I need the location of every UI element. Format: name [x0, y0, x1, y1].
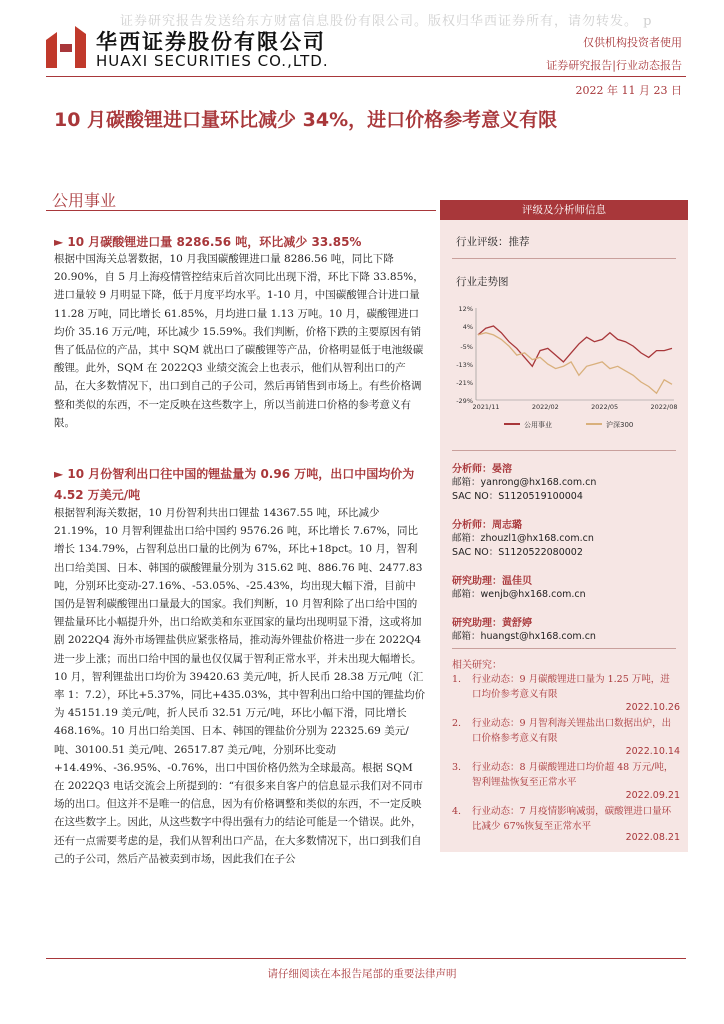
related-item[interactable] — [452, 672, 680, 702]
header-divider — [46, 76, 686, 77]
sidebar-divider — [452, 258, 676, 259]
analyst-1-email: 邮箱：yanrong@hx168.com.cn — [452, 477, 597, 488]
related-item[interactable] — [452, 760, 680, 790]
x-tick-label: 2022/02 — [531, 403, 559, 411]
related-item-date: 2022.10.14 — [625, 746, 680, 757]
related-item[interactable] — [452, 716, 680, 746]
related-item-text: 行业动态：7 月疫情影响减弱，碳酸锂进口量环比减少 67%恢复至正常水平 — [472, 806, 672, 832]
report-title: 10 月碳酸锂进口量环比减少 34%，进口价格参考意义有限 — [54, 109, 558, 131]
y-tick-label: -13% — [456, 361, 473, 370]
huaxi-logo — [46, 26, 86, 68]
related-item-date: 2022.09.21 — [625, 790, 680, 801]
section-2-body: 根据智利海关数据，10 月份智利共出口锂盐 14367.55 吨，环比减少 21.19%，10 月智利锂盐出口给中国约 9576.26 吨，环比增长 7.67%，同比增长 134.79%，占智利总出口量的比例为 67%，环比+18pct。10 月，智利出口给美国、日本、韩国的碳酸锂量分别为 315.62 吨、886.76 吨、2477.83 吨，分别环比变动-27.16%、-53.05%、-25.43%，均出现大幅下滑，目前中国仍是智利碳酸锂出口量最大的国家。我们判断，10 月智利除了出口给中国的锂盐量环比小幅提升外，出口给欧美和东亚国家的量均出现明显下滑，这或将加剧 2022Q4 海外市场锂盐供应紧张格局，推动海外锂盐价格进一步在 2022Q4 进一步上涨；而出口给中国的量也仅仅属于智利正常水平，并未出现大幅增长。10 月，智利锂盐出口均价为 39420.63 美元/吨，折人民币 28.38 万元/吨（汇率 1：7.2），环比+5.37%，同比+435.03%，其中智利出口给中国的锂盐均价为 45151.19 美元/吨，折人民币 32.51 万元/吨，环比小幅下滑，同比增长 468.16%。10 月出口给美国、日本、韩国的锂盐价分别为 22325.69 美元/吨、30100.51 美元/吨、26517.87 美元/吨，分别环比变动+14.49%、-36.95%、-0.76%，出口中国价格仍然为全球最高。根据 SQM 在 2022Q3 电话交流会上所提到的：“有很多来自客户的信息显示我们对不同市场的出口。但这并不是唯一的信息，因为有价格调整和类似的东西，不一定反映在这些数字上。因此，从这些数字中得出强有力的结论可能是一个错误。此外，还有一点需要考虑的是，我们从智利出口产品，在大多数情况下，出口到我们自己的子公司，然后产品被卖到市场，因此我们在子公 — [54, 507, 426, 865]
watermark: 证券研究报告发送给东方财富信息股份有限公司。版权归华西证券所有，请勿转发。 p — [120, 14, 653, 29]
analyst-2-name: 分析师：周志璐 — [452, 520, 522, 531]
sidebar-divider-3 — [452, 648, 676, 649]
series-line-csi300 — [478, 333, 672, 394]
y-tick-label: -29% — [456, 397, 473, 405]
report-date: 2022 年 11 月 23 日 — [575, 84, 682, 97]
sector-label: 公用事业 — [52, 191, 117, 210]
sidebar — [440, 200, 688, 852]
report-type: 证券研究报告|行业动态报告 — [546, 59, 682, 72]
footer-divider — [46, 958, 686, 959]
analyst-1-name: 分析师：晏溶 — [452, 464, 512, 475]
related-item-number: 4. — [452, 806, 462, 817]
sidebar-divider-2 — [452, 450, 676, 451]
x-tick-label: 2022/08 — [650, 403, 678, 411]
y-tick-label: 12% — [458, 305, 473, 313]
sidebar-header: 评级及分析师信息 — [440, 200, 688, 220]
related-research-label: 相关研究： — [452, 660, 502, 671]
assistant-2-email: 邮箱：huangst@hx168.com.cn — [452, 631, 596, 642]
assistant-2-name: 研究助理：黄舒婷 — [452, 618, 532, 629]
x-tick-label: 2022/05 — [591, 403, 619, 411]
related-item-date: 2022.08.21 — [625, 832, 680, 843]
legal-notice-footer: 请仔细阅读在本报告尾部的重要法律声明 — [267, 968, 457, 980]
related-item-number: 3. — [452, 762, 462, 773]
section-1-body: 根据中国海关总署数据，10 月我国碳酸锂进口量 8286.56 吨，同比下降 20.90%，自 5 月上海疫情管控结束后首次同比出现下滑，环比下降 33.85%，进口量较 9 月明显下降，低于月度平均水平。1-10 月，中国碳酸锂合计进口量 11.28 万吨，同比增长 61.85%，月均进口量 1.13 万吨。10 月，碳酸锂进口均价 35.16 万元/吨，环比减少 15.59%。我们判断，价格下跌的主要原因有销售了低品位的产品，其中 SQM 就出口了碳酸锂等产品，价格明显低于电池级碳酸锂。此外，SQM 在 2022Q3 业绩交流会上也表示，他们从智利出口的产品，在大多数情况下，出口到自己的子公司，然后再销售到市场上。有些价格调整和类似的东西，不一定反映在这些数字上，所以当前进口价格的参考意义有限。 — [54, 253, 424, 429]
analyst-2-sac: SAC NO：S1120522080002 — [452, 547, 583, 558]
x-tick-label: 2021/11 — [472, 403, 500, 411]
related-item-text: 行业动态：9 月智利海关锂盐出口数据出炉，出口价格参考意义有限 — [472, 718, 672, 744]
section-1-heading: ► 10 月碳酸锂进口量 8286.56 吨，环比减少 33.85% — [54, 235, 362, 249]
y-tick-label: 4% — [462, 322, 473, 331]
sector-divider — [46, 210, 436, 211]
related-item-text: 行业动态：8 月碳酸锂进口均价超 48 万元/吨，智利锂盐恢复至正常水平 — [472, 762, 674, 788]
y-tick-label: -5% — [460, 343, 473, 352]
series-line-utilities — [478, 326, 672, 366]
company-name-cn: 华西证券股份有限公司 — [96, 30, 326, 54]
legend-label: 沪深300 — [606, 421, 634, 429]
institution-note: 仅供机构投资者使用 — [583, 36, 682, 49]
analyst-1-sac: SAC NO：S1120519100004 — [452, 491, 583, 502]
company-name-en: HUAXI SECURITIES CO.,LTD. — [96, 52, 329, 70]
trend-chart-label: 行业走势图 — [456, 276, 509, 288]
related-item-number: 2. — [452, 718, 462, 729]
analyst-2-email: 邮箱：zhouzl1@hx168.com.cn — [452, 533, 594, 544]
y-tick-label: -21% — [456, 379, 473, 388]
trend-chart — [446, 300, 682, 440]
assistant-1-name: 研究助理：温佳贝 — [452, 576, 532, 587]
related-item-text: 行业动态：9 月碳酸锂进口量为 1.25 万吨，进口均价参考意义有限 — [472, 674, 670, 700]
related-item-date: 2022.10.26 — [625, 702, 680, 713]
industry-rating: 行业评级：推荐 — [456, 236, 530, 248]
assistant-1-email: 邮箱：wenjb@hx168.com.cn — [452, 589, 586, 600]
related-item[interactable] — [452, 804, 680, 834]
related-item-number: 1. — [452, 674, 462, 685]
legend-label: 公用事业 — [524, 421, 552, 429]
section-2-heading: ► 10 月份智利出口往中国的锂盐量为 0.96 万吨，出口中国均价为 4.52 万美元/吨 — [54, 467, 415, 502]
